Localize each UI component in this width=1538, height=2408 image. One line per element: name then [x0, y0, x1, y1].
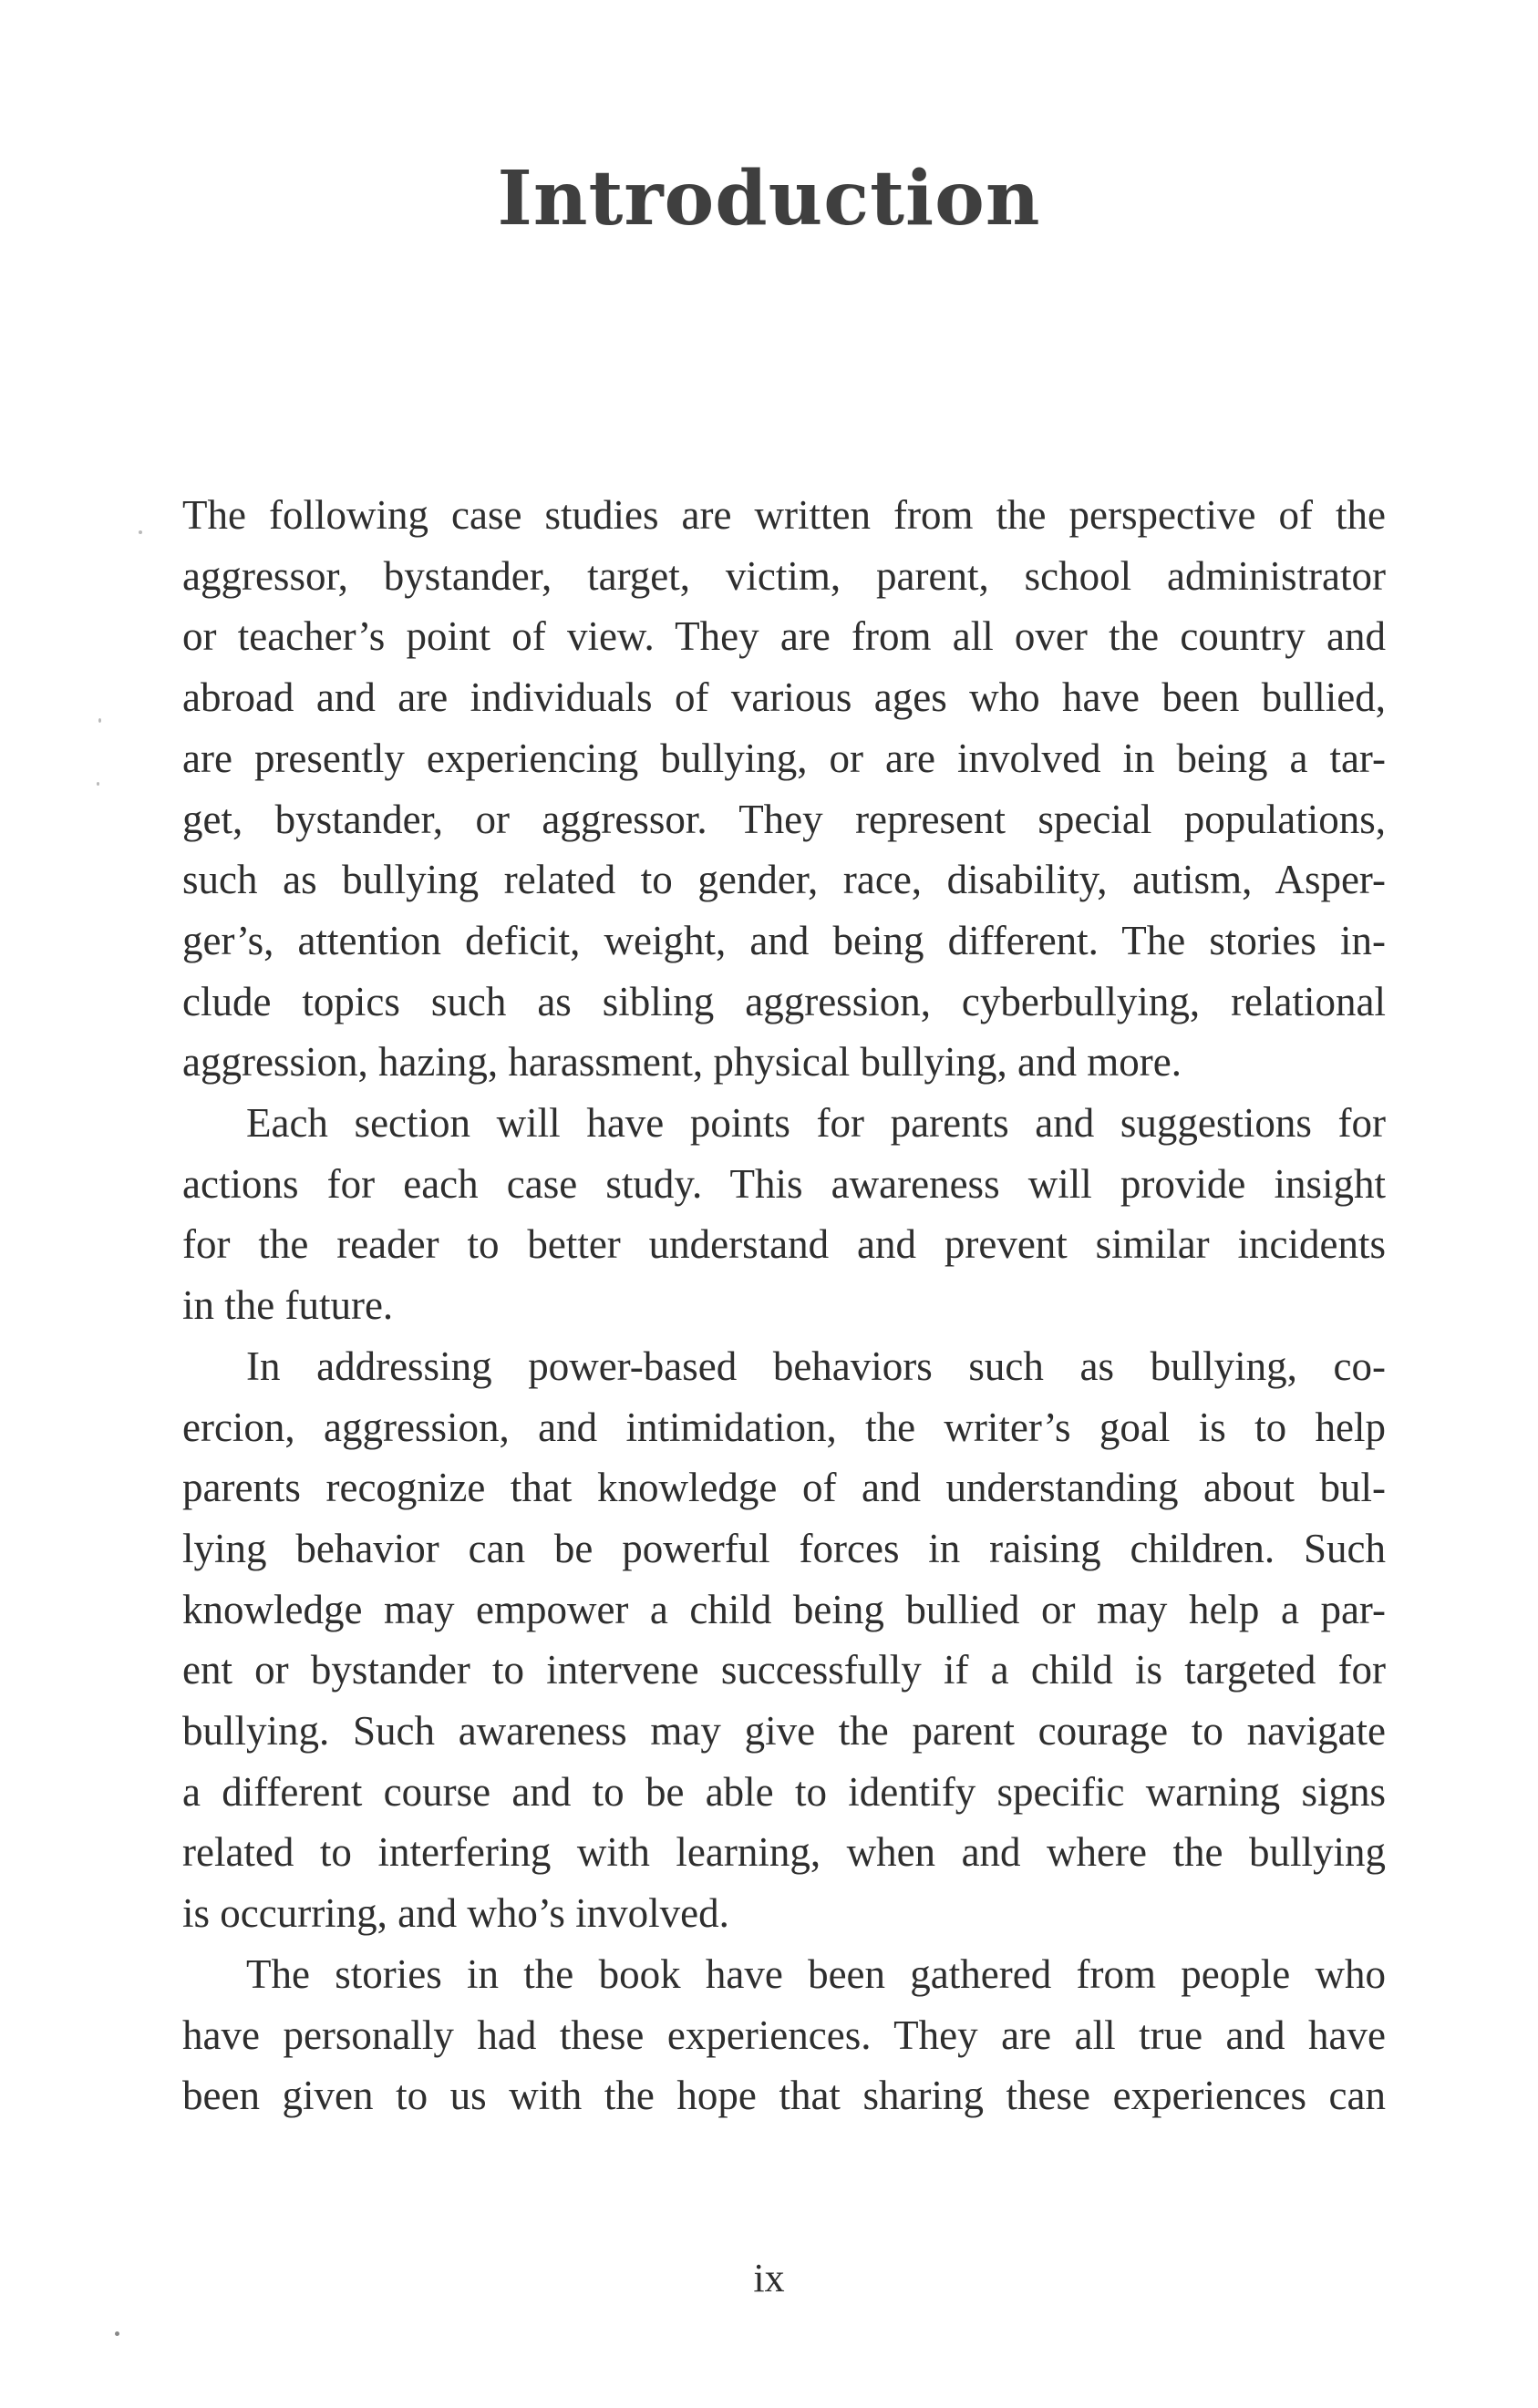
paragraph-4 [182, 1944, 1386, 2126]
body-text [182, 485, 1386, 2126]
text-line: ger’s, attention deficit, weight, and being different. The stories in- [182, 917, 1386, 963]
scan-speck [98, 718, 101, 723]
text-line: aggression, hazing, harassment, physical bullying, and more. [182, 1039, 1182, 1086]
text-line: a different course and to be able to identify specific warning signs [182, 1768, 1386, 1815]
text-line: Each section will have points for parents and suggestions for [246, 1100, 1386, 1147]
page-number: ix [753, 2256, 785, 2300]
text-line: related to interfering with learning, when and where the bullying [182, 1829, 1386, 1876]
text-line: or teacher’s point of view. They are from all over the country and [182, 613, 1386, 660]
text-line: abroad and are individuals of various ages who have been bullied, [182, 674, 1386, 721]
text-line: lying behavior can be powerful forces in raising children. Such [182, 1525, 1386, 1571]
text-line: bullying. Such awareness may give the parent courage to navigate [182, 1708, 1386, 1755]
text-line: such as bullying related to gender, race, disability, autism, Asper- [182, 857, 1386, 903]
text-line: get, bystander, or aggressor. They represent special populations, [182, 796, 1386, 842]
text-line: actions for each case study. This awareness will provide insight [182, 1160, 1386, 1207]
text-line: for the reader to better understand and prevent similar incidents [182, 1221, 1386, 1268]
paragraph-1 [182, 485, 1386, 1093]
text-line: are presently experiencing bullying, or are involved in being a tar- [182, 735, 1386, 781]
paragraph-3 [182, 1336, 1386, 1944]
text-line: parents recognize that knowledge of and understanding about bul- [182, 1465, 1386, 1511]
scan-speck [139, 530, 142, 534]
text-line: The following case studies are written from the perspective of the [182, 492, 1386, 538]
text-line: have personally had these experiences. They are all true and have [182, 2012, 1386, 2058]
text-line: aggressor, bystander, target, victim, parent, school administrator [182, 552, 1386, 599]
scan-speck [115, 2331, 119, 2336]
text-line: ent or bystander to intervene successfully if a child is targeted for [182, 1647, 1386, 1693]
scan-speck [97, 782, 99, 786]
text-line: knowledge may empower a child being bullied or may help a par- [182, 1586, 1386, 1632]
text-line: ercion, aggression, and intimidation, the writer’s goal is to help [182, 1404, 1386, 1450]
text-line: In addressing power-based behaviors such as bullying, co- [246, 1343, 1386, 1389]
page-title: Introduction [497, 155, 1041, 242]
text-line: been given to us with the hope that sharing these experiences can [182, 2073, 1386, 2119]
text-line: is occurring, and who’s involved. [182, 1890, 729, 1937]
paragraph-2 [182, 1093, 1386, 1336]
text-line: clude topics such as sibling aggression, cyberbullying, relational [182, 978, 1386, 1024]
text-line: The stories in the book have been gathered from people who [246, 1950, 1386, 1997]
text-line: in the future. [182, 1282, 394, 1329]
